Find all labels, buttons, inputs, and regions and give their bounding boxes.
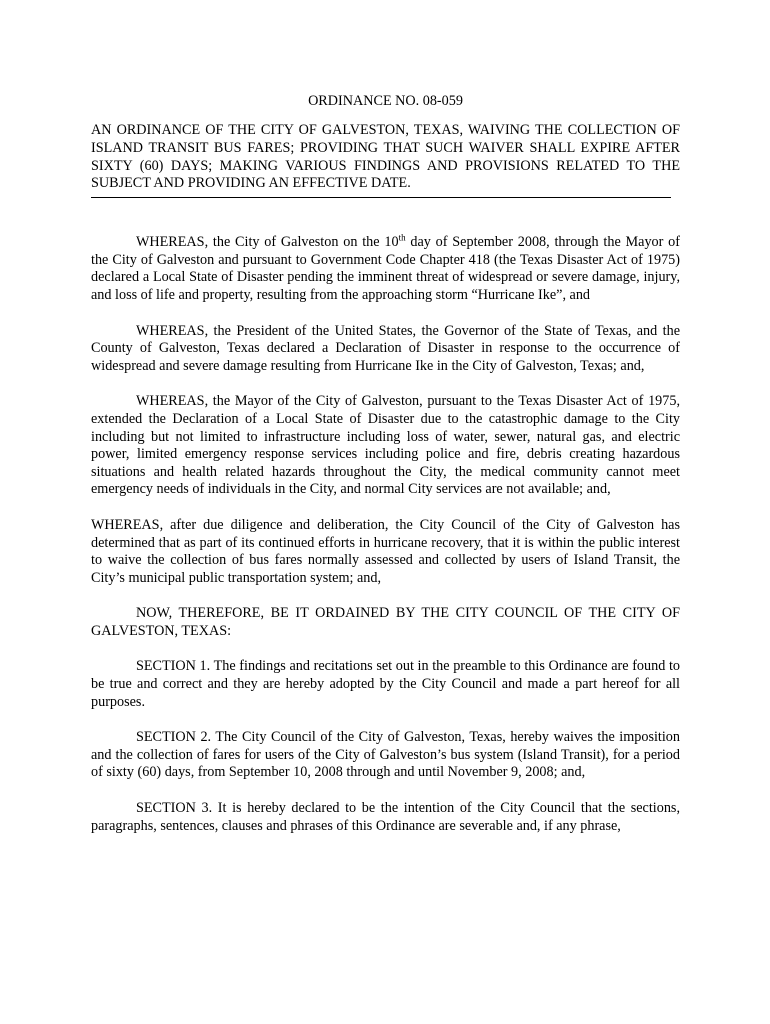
whereas-paragraph-3: WHEREAS, the Mayor of the City of Galveston, pursuant to the Texas Disaster Act of 1975, extended the Declaration of a Local State of Disaster due to the catastrophic damage to the City including but not limited to infrastructure including loss of water, sewer, natural gas, and electric power, limited emergency response services including police and fire, debris creating hazardous situations and health related hazards throughout the City, the medical community cannot meet emergency needs of individuals in the City, and normal City services are not available; and,	[91, 393, 680, 498]
whereas-1-text-end: day of September 2008, through the Mayor of the City of Galveston and pursuant to Government Code Chapter 418 (the Texas Disaster Act of 1975) declared a Local State of Disaster pending the imminent threat of widespread or severe damage, injury, and loss of life and property, resulting from the approaching storm “Hurricane Ike”, and	[91, 234, 680, 303]
whereas-1-text-start: WHEREAS, the City of Galveston on the 10	[136, 234, 399, 251]
ordinance-title: ORDINANCE NO. 08-059	[308, 93, 463, 109]
section-1: SECTION 1. The findings and recitations set out in the preamble to this Ordinance are found to be true and correct and they are hereby adopted by the City Council and made a part hereof for all purposes.	[91, 658, 680, 710]
whereas-paragraph-2: WHEREAS, the President of the United States, the Governor of the State of Texas, and the County of Galveston, Texas declared a Declaration of Disaster in response to the occurrence of widespread and severe damage resulting from Hurricane Ike in the City of Galveston, Texas; and,	[91, 322, 680, 374]
ordained-clause: NOW, THEREFORE, BE IT ORDAINED BY THE CITY COUNCIL OF THE CITY OF GALVESTON, TEXAS:	[91, 605, 680, 639]
whereas-paragraph-1	[91, 234, 680, 304]
ordinal-suffix: th	[398, 232, 406, 243]
caption-divider	[91, 197, 671, 198]
whereas-paragraph-4: WHEREAS, after due diligence and deliberation, the City Council of the City of Galveston has determined that as part of its continued efforts in hurricane recovery, that it is within the public interest to waive the collection of bus fares normally assessed and collected by users of Island Transit, the City’s municipal public transportation system; and,	[91, 516, 680, 586]
ordinance-caption: AN ORDINANCE OF THE CITY OF GALVESTON, TEXAS, WAIVING THE COLLECTION OF ISLAND TRANSIT BUS FARES; PROVIDING THAT SUCH WAIVER SHALL EXPIRE AFTER SIXTY (60) DAYS; MAKING VARIOUS FINDINGS AND PROVISIONS RELATED TO THE SUBJECT AND PROVIDING AN EFFECTIVE DATE.	[91, 122, 680, 192]
section-3: SECTION 3. It is hereby declared to be the intention of the City Council that the sections, paragraphs, sentences, clauses and phrases of this Ordinance are severable and, if any phrase,	[91, 800, 680, 834]
section-2: SECTION 2. The City Council of the City of Galveston, Texas, hereby waives the imposition and the collection of fares for users of the City of Galveston’s bus system (Island Transit), for a period of sixty (60) days, from September 10, 2008 through and until November 9, 2008; and,	[91, 729, 680, 781]
